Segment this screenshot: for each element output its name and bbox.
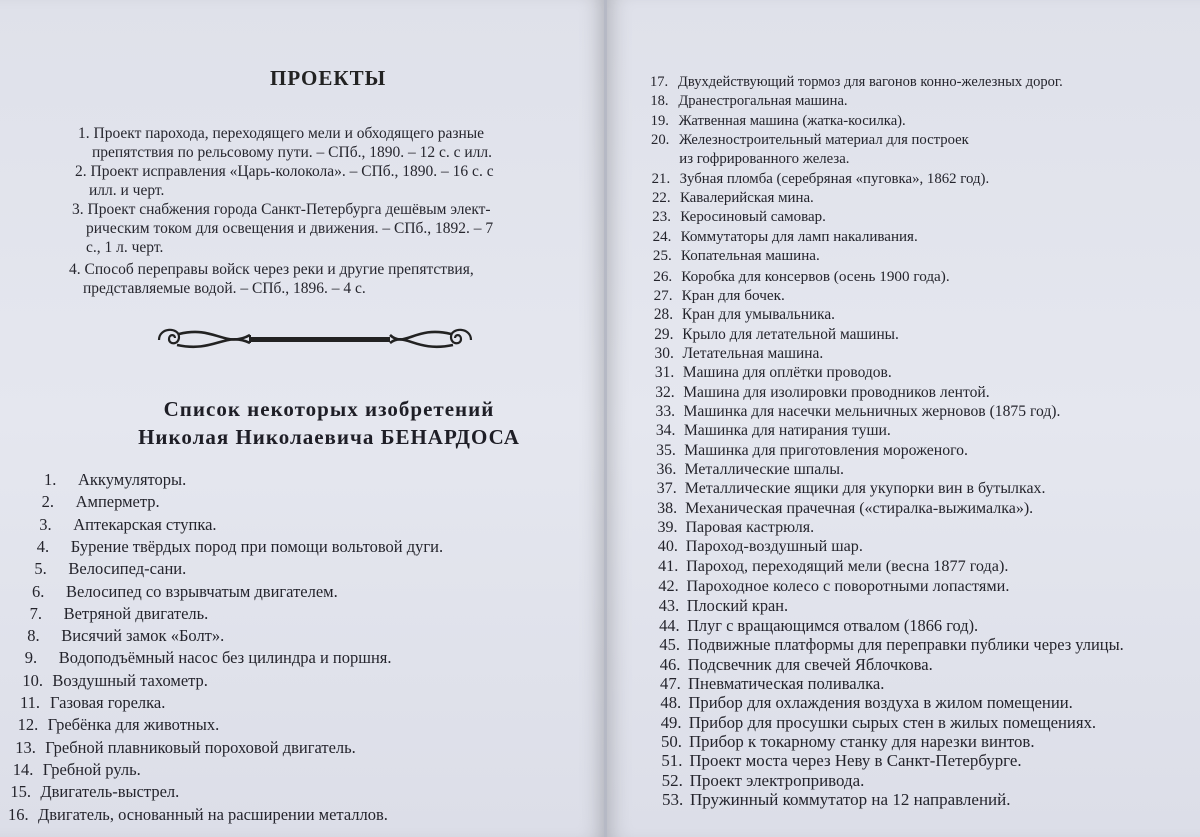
project-line: с., 1 л. черт.	[86, 239, 164, 256]
project-line: 1. Проект парохода, переходящего мели и обходящего разные	[78, 125, 485, 142]
project-line: препятствия по рельсовому пути. – СПб., 1890. – 12 с. с илл.	[92, 144, 492, 161]
project-item	[78, 124, 558, 162]
invention-text: Велосипед-сани.	[68, 559, 187, 579]
invention-item	[655, 384, 989, 402]
invention-text: Крыло для летательной машины.	[682, 325, 899, 343]
invention-item	[651, 132, 969, 149]
invention-item	[662, 790, 1011, 810]
invention-item	[658, 577, 1009, 596]
invention-item	[661, 751, 1021, 771]
invention-item	[39, 515, 216, 535]
invention-item	[20, 693, 165, 713]
invention-number: 39.	[657, 519, 678, 537]
invention-item	[13, 760, 141, 780]
invention-text: Воздушный тахометр.	[52, 670, 208, 690]
invention-number: 38.	[657, 499, 678, 517]
invention-item	[30, 604, 209, 624]
invention-text: Подвижные платформы для переправки публики через улицы.	[687, 635, 1124, 655]
invention-text: Проект электропривода.	[689, 770, 865, 790]
invention-text: Кран для умывальника.	[681, 306, 835, 324]
invention-text: Двигатель, основанный на расширении металлов.	[38, 804, 388, 824]
list-heading-line-2: Николая Николаевича БЕНАРДОСА	[138, 425, 520, 449]
invention-text: Металлические шпалы.	[684, 461, 844, 478]
invention-number: 22.	[651, 190, 671, 207]
invention-item	[651, 151, 849, 168]
invention-text: Металлические ящики для укупорки вин в бутылках.	[684, 480, 1046, 498]
invention-item	[10, 782, 179, 802]
invention-number: 9.	[24, 648, 38, 668]
invention-number: 2.	[41, 492, 54, 512]
invention-text: Пружинный коммутатор на 12 направлений.	[690, 789, 1011, 809]
invention-item	[25, 648, 392, 668]
invention-text: Прибор для охлаждения воздуха в жилом помещении.	[688, 693, 1073, 713]
invention-text: Кран для бочек.	[681, 286, 785, 304]
invention-number: 19.	[650, 112, 669, 129]
project-line: 4. Способ переправы войск через реки и другие препятствия,	[69, 261, 474, 278]
invention-text: Двигатель-выстрел.	[40, 782, 180, 802]
invention-number: 25.	[652, 248, 672, 265]
invention-item	[658, 538, 863, 556]
invention-number: 43.	[658, 596, 680, 616]
invention-text: Машинка для натирания туши.	[683, 422, 891, 440]
invention-number: 5.	[34, 559, 47, 579]
invention-text: Бурение твёрдых пород при помощи вольтовой дуги.	[70, 536, 444, 556]
invention-number: 20.	[650, 132, 670, 149]
invention-item	[657, 519, 814, 537]
invention-item	[653, 229, 918, 246]
invention-item	[661, 732, 1035, 752]
invention-text: Ветряной двигатель.	[63, 603, 209, 623]
invention-text: Кавалерийская мина.	[679, 190, 814, 207]
invention-number: 46.	[659, 654, 681, 674]
invention-item	[656, 442, 968, 460]
invention-text: Летательная машина.	[682, 344, 824, 362]
invention-item	[660, 674, 884, 694]
invention-text: Машина для изолировки проводников лентой.	[683, 383, 990, 401]
invention-item	[32, 582, 338, 602]
invention-item	[34, 559, 186, 579]
invention-item	[655, 345, 824, 363]
invention-text: Коммутаторы для ламп накаливания.	[680, 228, 918, 245]
invention-text: Железностроительный материал для построек	[678, 132, 969, 149]
invention-item	[658, 558, 1008, 576]
invention-number: 37.	[656, 480, 677, 498]
invention-text: Водоподъёмный насос без цилиндра и поршня.	[58, 648, 392, 668]
invention-text: Пневматическая поливалка.	[688, 673, 885, 693]
project-item	[69, 260, 549, 298]
invention-number: 26.	[653, 267, 673, 285]
invention-text: Механическая прачечная («стиралка-выжималка»).	[685, 499, 1034, 517]
invention-text: Висячий замок «Болт».	[61, 626, 225, 646]
invention-number: 47.	[660, 673, 681, 693]
invention-item	[656, 422, 891, 440]
invention-item	[657, 480, 1046, 498]
invention-number: 1.	[44, 470, 57, 489]
invention-text: Двухдействующий тормоз для вагонов конно-железных дорог.	[678, 74, 1063, 90]
invention-item	[37, 537, 443, 557]
invention-number: 34.	[655, 422, 676, 440]
invention-item	[659, 616, 978, 636]
list-heading-line-1: Список некоторых изобретений	[163, 397, 495, 421]
invention-number: 3.	[39, 514, 52, 534]
invention-text: Копательная машина.	[680, 248, 820, 265]
invention-item	[650, 74, 1063, 91]
invention-number: 7.	[29, 603, 42, 623]
invention-number: 10.	[22, 670, 44, 690]
invention-item	[15, 738, 356, 758]
invention-text: Аптекарская ступка.	[73, 514, 217, 534]
invention-text: Прибор к токарному станку для нарезки винтов.	[689, 731, 1035, 751]
invention-number: 53.	[662, 789, 684, 809]
invention-number: 8.	[27, 626, 40, 646]
invention-item	[27, 626, 224, 646]
invention-text: Пароходное колесо с поворотными лопастями.	[686, 577, 1010, 596]
invention-item	[659, 596, 788, 616]
invention-text: Газовая горелка.	[50, 693, 166, 712]
invention-number: 11.	[20, 693, 41, 712]
invention-number: 15.	[10, 782, 32, 802]
invention-number: 33.	[655, 402, 676, 420]
invention-number: 52.	[661, 770, 683, 790]
invention-text: Прибор для просушки сырых стен в жилых помещениях.	[688, 712, 1097, 732]
invention-text: Проект моста через Неву в Санкт-Петербурге.	[689, 751, 1022, 771]
invention-number: 18.	[650, 93, 669, 110]
invention-text: Плоский кран.	[686, 596, 789, 616]
project-item	[75, 162, 555, 200]
invention-text: из гофрированного железа.	[679, 151, 850, 168]
invention-number: 50.	[661, 731, 682, 751]
invention-number: 12.	[17, 715, 39, 735]
invention-item	[660, 655, 933, 675]
invention-number: 16.	[8, 804, 29, 824]
invention-number: 40.	[657, 538, 678, 556]
project-line: илл. и черт.	[89, 182, 165, 199]
invention-item	[656, 461, 843, 479]
invention-item	[652, 190, 814, 207]
invention-number: 48.	[660, 693, 682, 713]
invention-item	[656, 403, 1061, 421]
invention-text: Машина для оплётки проводов.	[682, 364, 892, 382]
invention-text: Подсвечник для свечей Яблочкова.	[687, 654, 933, 674]
invention-number: 14.	[12, 759, 34, 779]
project-item	[72, 200, 552, 257]
invention-text: Аккумуляторы.	[78, 470, 187, 489]
invention-text: Гребной руль.	[42, 759, 141, 779]
invention-text: Плуг с вращающимся отвалом (1866 год).	[687, 615, 979, 635]
ornament-divider-icon	[155, 323, 475, 357]
invention-text: Велосипед со взрывчатым двигателем.	[66, 581, 338, 601]
invention-item	[653, 248, 820, 265]
invention-item	[651, 113, 906, 130]
invention-number: 28.	[653, 306, 674, 324]
invention-item	[652, 209, 826, 226]
invention-number: 45.	[659, 635, 680, 655]
invention-item	[652, 171, 990, 188]
invention-number: 32.	[655, 383, 675, 401]
project-line: представляемые водой. – СПб., 1896. – 4 с.	[83, 280, 366, 297]
projects-title: ПРОЕКТЫ	[270, 66, 387, 90]
invention-text: Жатвенная машина (жатка-косилка).	[678, 112, 906, 129]
invention-item	[659, 635, 1123, 655]
invention-item	[655, 364, 892, 382]
invention-number: 24.	[652, 228, 672, 245]
invention-text: Коробка для консервов (осень 1900 года).	[681, 267, 950, 285]
invention-item	[660, 693, 1072, 713]
invention-item	[662, 771, 865, 791]
invention-number: 36.	[656, 461, 677, 478]
invention-number: 35.	[656, 441, 676, 459]
invention-text: Пароход, переходящий мели (весна 1877 года).	[686, 557, 1009, 575]
invention-text: Зубная пломба (серебряная «пуговка», 1862 год).	[679, 170, 990, 187]
invention-item	[22, 671, 208, 691]
invention-text: Машинка для приготовления мороженого.	[684, 441, 968, 459]
invention-text: Дранестрогальная машина.	[678, 93, 848, 110]
invention-item	[654, 287, 785, 305]
invention-item	[654, 326, 899, 344]
invention-item	[657, 500, 1033, 518]
invention-number: 41.	[658, 557, 679, 575]
invention-number: 31.	[654, 364, 675, 382]
invention-item	[18, 715, 220, 735]
invention-number: 49.	[660, 712, 682, 732]
invention-number: 4.	[36, 536, 50, 556]
invention-item	[650, 93, 847, 110]
invention-text: Гребёнка для животных.	[47, 715, 220, 735]
invention-number: 6.	[32, 581, 45, 601]
project-line: 2. Проект исправления «Царь-колокола». – СПб., 1890. – 16 с. с	[75, 163, 494, 180]
invention-text: Паровая кастрюля.	[685, 519, 815, 537]
invention-number: 21.	[651, 170, 671, 187]
invention-number: 30.	[654, 344, 674, 362]
invention-text: Амперметр.	[75, 492, 160, 512]
invention-number: 13.	[15, 737, 36, 757]
invention-text: Пароход-воздушный шар.	[685, 538, 863, 556]
invention-item	[654, 306, 835, 324]
invention-number: 27.	[653, 286, 673, 304]
invention-item	[653, 268, 949, 286]
invention-item	[8, 805, 388, 825]
invention-number: 17.	[650, 74, 669, 90]
invention-number: 51.	[661, 751, 683, 771]
project-line: 3. Проект снабжения города Санкт-Петербурга дешёвым элект-	[72, 201, 491, 218]
invention-number: 44.	[659, 615, 680, 635]
invention-item	[661, 713, 1096, 733]
invention-text: Машинка для насечки мельничных жерновов (1875 год).	[683, 402, 1061, 420]
invention-number: 29.	[654, 325, 674, 343]
invention-text: Гребной плавниковый пороховой двигатель.	[45, 737, 356, 757]
invention-text: Керосиновый самовар.	[680, 209, 826, 226]
invention-item	[44, 470, 186, 490]
invention-number: 42.	[658, 577, 679, 596]
project-line: рическим током для освещения и движения. – СПб., 1892. – 7	[86, 220, 494, 237]
invention-number: 23.	[652, 209, 671, 226]
invention-item	[42, 492, 160, 512]
